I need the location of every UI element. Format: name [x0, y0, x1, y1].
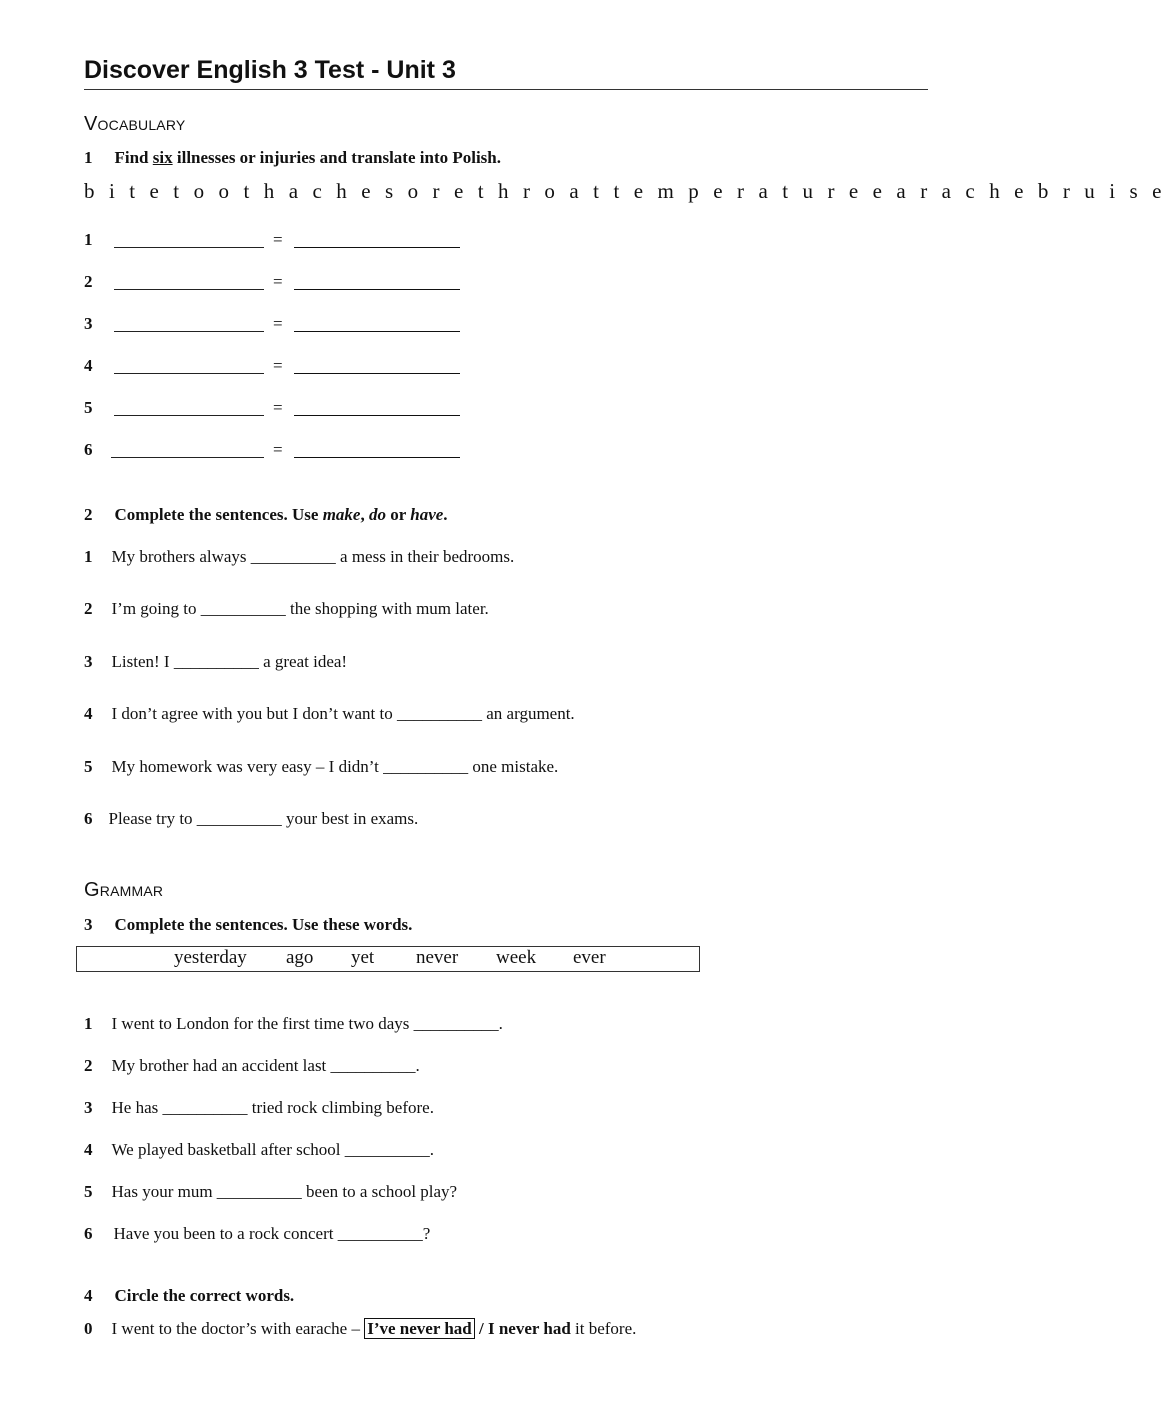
- exercise-1-instruction: [84, 148, 501, 168]
- instruction-text: Circle the correct words.: [114, 1286, 295, 1305]
- list-item: [84, 1182, 457, 1202]
- gap-blank[interactable]: __________: [397, 704, 482, 723]
- title-divider: [84, 89, 928, 90]
- translation-blank[interactable]: [294, 289, 460, 290]
- item-number: 2: [84, 599, 93, 618]
- word-box: [76, 946, 700, 972]
- gap-blank[interactable]: __________: [330, 1056, 416, 1075]
- translation-blank[interactable]: [294, 457, 460, 458]
- equals-sign: =: [273, 440, 283, 459]
- exercise-number: 3: [84, 915, 93, 934]
- list-item: [84, 1014, 503, 1034]
- gap-blank[interactable]: __________: [413, 1014, 499, 1033]
- list-item: [84, 704, 575, 724]
- equals-sign: =: [273, 314, 283, 333]
- item-number: 1: [84, 547, 93, 566]
- translation-blank[interactable]: [294, 247, 460, 248]
- list-item: [84, 547, 514, 567]
- sentence-start: Please try to: [108, 809, 197, 828]
- exercise-4-instruction: [84, 1286, 294, 1306]
- equals-sign: =: [273, 398, 283, 417]
- word-box-item: ago: [286, 947, 314, 968]
- answer-blank[interactable]: [114, 331, 264, 332]
- sentence-start: I went to London for the first time two days: [111, 1014, 414, 1033]
- equals-sign: =: [273, 272, 283, 291]
- sentence-end: a great idea!: [258, 652, 348, 671]
- sentence-end: tried rock climbing before.: [247, 1098, 434, 1117]
- vocabulary-heading: Vocabulary: [84, 113, 186, 135]
- row-number: 1: [84, 230, 93, 249]
- word-box-item: yet: [351, 947, 375, 968]
- sentence-start: My brother had an accident last: [111, 1056, 331, 1075]
- item-number: 4: [84, 704, 93, 723]
- sentence-start: I don’t agree with you but I don’t want to: [111, 704, 397, 723]
- sentence-start: Has your mum: [111, 1182, 217, 1201]
- item-number: 5: [84, 1182, 93, 1201]
- sentence-end: your best in exams.: [281, 809, 419, 828]
- item-number: 2: [84, 1056, 93, 1075]
- sentence-end: been to a school play?: [301, 1182, 458, 1201]
- row-number: 4: [84, 356, 93, 375]
- gap-blank[interactable]: __________: [383, 757, 469, 776]
- sentence-end: one mistake.: [468, 757, 559, 776]
- sentence-start: Listen! I: [111, 652, 174, 671]
- gap-blank[interactable]: __________: [250, 547, 336, 566]
- translation-blank[interactable]: [294, 373, 460, 374]
- exercise-number: 2: [84, 505, 93, 524]
- sentence-start: We played basketball after school: [111, 1140, 345, 1159]
- example-item: [84, 1319, 636, 1339]
- item-number: 5: [84, 757, 93, 776]
- list-item: [84, 599, 489, 619]
- gap-blank[interactable]: __________: [344, 1140, 430, 1159]
- sentence-end: .: [415, 1056, 420, 1075]
- letter-string-puzzle: b i t e t o o t h a c h e s o r e t h r o a t t e m p e r a t u r e e a r a c h e b r u i s e: [84, 179, 1166, 203]
- circled-option[interactable]: I’ve never had: [364, 1318, 475, 1339]
- translation-blank[interactable]: [294, 415, 460, 416]
- list-item: [84, 1098, 434, 1118]
- exercise-number: 4: [84, 1286, 93, 1305]
- item-number: 6: [84, 1224, 93, 1243]
- list-item: [84, 809, 418, 829]
- gap-blank[interactable]: __________: [337, 1224, 423, 1243]
- list-item: [84, 757, 558, 777]
- sentence-start: My brothers always: [111, 547, 251, 566]
- gap-blank[interactable]: __________: [162, 1098, 248, 1117]
- sentence-start: I went to the doctor’s with earache –: [111, 1319, 365, 1338]
- option[interactable]: I never had: [487, 1319, 571, 1338]
- answer-blank[interactable]: [114, 247, 264, 248]
- answer-blank[interactable]: [111, 457, 264, 458]
- gap-blank[interactable]: __________: [216, 1182, 302, 1201]
- row-number: 6: [84, 440, 93, 459]
- instruction-text: Complete the sentences. Use these words.: [114, 915, 413, 934]
- answer-blank[interactable]: [114, 415, 264, 416]
- sentence-start: He has: [111, 1098, 163, 1117]
- page-title: Discover English 3 Test - Unit 3: [84, 56, 456, 84]
- sentence-end: .: [429, 1140, 434, 1159]
- word-box-item: yesterday: [174, 947, 247, 968]
- sentence-end: an argument.: [482, 704, 575, 723]
- answer-blank[interactable]: [114, 289, 264, 290]
- list-item: [84, 652, 347, 672]
- exercise-2-instruction: [84, 505, 448, 525]
- sentence-start: My homework was very easy – I didn’t: [111, 757, 384, 776]
- sentence-start: I’m going to: [111, 599, 201, 618]
- row-number: 2: [84, 272, 93, 291]
- exercise-3-instruction: [84, 915, 412, 935]
- gap-blank[interactable]: __________: [196, 809, 282, 828]
- item-number: 3: [84, 652, 93, 671]
- equals-sign: =: [273, 230, 283, 249]
- list-item: [84, 1224, 430, 1244]
- exercise-number: 1: [84, 148, 93, 167]
- sentence-end: a mess in their bedrooms.: [335, 547, 515, 566]
- equals-sign: =: [273, 356, 283, 375]
- answer-blank[interactable]: [114, 373, 264, 374]
- item-number: 0: [84, 1319, 93, 1338]
- gap-blank[interactable]: __________: [200, 599, 286, 618]
- word-box-item: week: [496, 947, 537, 968]
- list-item: [84, 1056, 420, 1076]
- option-separator: /: [474, 1319, 488, 1338]
- list-item: [84, 1140, 434, 1160]
- word-box-item: ever: [573, 947, 606, 968]
- instruction-text: Find six illnesses or injuries and translate into Polish.: [114, 148, 502, 167]
- sentence-start: Have you been to a rock concert: [113, 1224, 338, 1243]
- row-number: 3: [84, 314, 93, 333]
- item-number: 4: [84, 1140, 93, 1159]
- underlined-word: six: [152, 148, 173, 167]
- item-number: 3: [84, 1098, 93, 1117]
- translation-blank[interactable]: [294, 331, 460, 332]
- word-box-item: never: [416, 947, 459, 968]
- sentence-end: it before.: [570, 1319, 637, 1338]
- instruction-text: Complete the sentences. Use make, do or have.: [114, 505, 448, 524]
- gap-blank[interactable]: __________: [173, 652, 259, 671]
- row-number: 5: [84, 398, 93, 417]
- item-number: 6: [84, 809, 93, 828]
- item-number: 1: [84, 1014, 93, 1033]
- sentence-end: the shopping with mum later.: [285, 599, 489, 618]
- sentence-end: ?: [422, 1224, 431, 1243]
- sentence-end: .: [498, 1014, 503, 1033]
- grammar-heading: Grammar: [84, 879, 164, 901]
